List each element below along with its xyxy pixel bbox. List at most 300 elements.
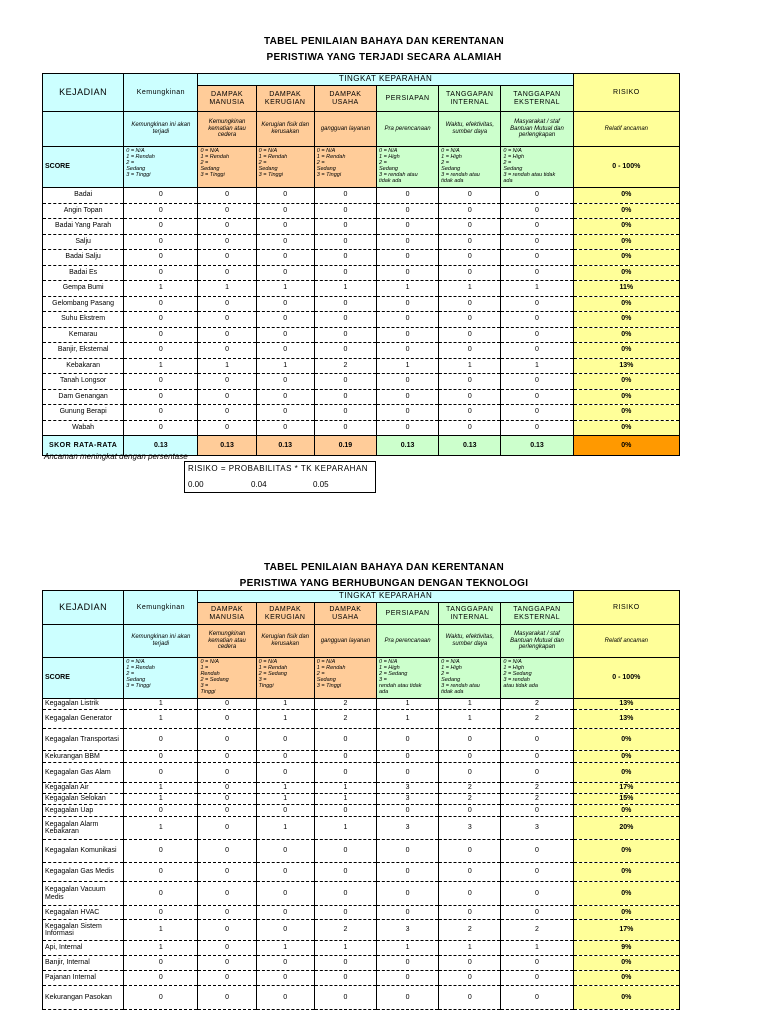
row-risk: 0% xyxy=(573,219,679,235)
row-risk: 0% xyxy=(573,956,679,971)
row-value: 0 xyxy=(501,312,573,328)
row-name: Suhu Ekstrem xyxy=(43,312,124,328)
table-row xyxy=(43,783,680,794)
row-value: 0 xyxy=(501,296,573,312)
row-value: 0 xyxy=(439,763,501,783)
row-name: Kegagalan Transportasi xyxy=(43,729,124,751)
row-value: 0 xyxy=(124,729,198,751)
sub-dampak-kerugian: Kerugian fisik dan kerusakan xyxy=(256,625,314,658)
row-value: 0 xyxy=(376,840,438,863)
row-value: 2 xyxy=(501,699,573,710)
row-value: 0 xyxy=(256,312,314,328)
row-value: 0 xyxy=(439,374,501,390)
row-value: 0 xyxy=(256,219,314,235)
row-value: 1 xyxy=(314,794,376,805)
sub-tanggapan-internal: Waktu, efektivitas, sumber daya xyxy=(439,625,501,658)
row-value: 0 xyxy=(501,250,573,266)
row-value: 0 xyxy=(198,783,256,794)
row-value: 1 xyxy=(124,281,198,297)
row-value: 0 xyxy=(314,234,376,250)
row-risk: 9% xyxy=(573,941,679,956)
row-value: 0 xyxy=(124,405,198,421)
row-value: 2 xyxy=(501,794,573,805)
row-value: 1 xyxy=(376,699,438,710)
row-value: 1 xyxy=(198,281,256,297)
header-persiapan: PERSIAPAN xyxy=(376,603,438,625)
table-row xyxy=(43,805,680,817)
score-dampak-manusia: 0 = N/A 1 = Rendah 2 = Sedang 3 = Tinggi xyxy=(198,658,256,699)
table-row xyxy=(43,296,680,312)
row-name: Kegagalan Gas Medis xyxy=(43,863,124,882)
row-value: 0 xyxy=(376,343,438,359)
row-value: 0 xyxy=(256,840,314,863)
row-risk: 0% xyxy=(573,234,679,250)
table1-title-line1: TABEL PENILAIAN BAHAYA DAN KERENTANAN xyxy=(263,36,504,47)
row-name: Pajanan Internal xyxy=(43,971,124,986)
row-value: 0 xyxy=(198,312,256,328)
row-value: 0 xyxy=(501,729,573,751)
row-value: 0 xyxy=(314,374,376,390)
score-kemungkinan: 0 = N/A 1 = Rendah 2 = Sedang 3 = Tinggi xyxy=(124,658,198,699)
row-risk: 0% xyxy=(573,763,679,783)
header-tanggapan-eksternal: TANGGAPAN EKSTERNAL xyxy=(501,86,573,112)
row-value: 0 xyxy=(501,265,573,281)
row-value: 0 xyxy=(256,250,314,266)
table-row xyxy=(43,956,680,971)
row-value: 0 xyxy=(198,971,256,986)
row-value: 1 xyxy=(439,699,501,710)
row-value: 0 xyxy=(314,971,376,986)
table-row xyxy=(43,203,680,219)
row-value: 0 xyxy=(198,956,256,971)
score-tanggapan-internal: 0 = N/A 1 = High 2 = Sedang 3 = rendah atau tidak ada xyxy=(439,147,501,188)
row-name: Kegagalan Selokan xyxy=(43,794,124,805)
row-name: Kebakaran xyxy=(43,358,124,374)
risk-formula: RISIKO = PROBABILITAS * TK KEPARAHAN xyxy=(188,464,369,473)
row-name: Gempa Bumi xyxy=(43,281,124,297)
table1-title-line2: PERISTIWA YANG TERJADI SECARA ALAMIAH xyxy=(266,52,502,63)
row-value: 0 xyxy=(256,882,314,906)
score-tanggapan-internal: 0 = N/A 1 = High 2 = Sedang 3 = rendah atau tidak ada xyxy=(439,658,501,699)
row-value: 1 xyxy=(198,358,256,374)
row-value: 0 xyxy=(124,840,198,863)
header-dampak-usaha: DAMPAK USAHA xyxy=(314,603,376,625)
row-value: 0 xyxy=(256,986,314,1010)
average-value: 0.13 xyxy=(376,436,438,456)
row-value: 0 xyxy=(124,906,198,920)
table-row xyxy=(43,405,680,421)
header-kejadian: KEJADIAN xyxy=(43,591,124,625)
row-value: 0 xyxy=(314,389,376,405)
row-value: 1 xyxy=(256,710,314,729)
row-value: 0 xyxy=(124,882,198,906)
row-risk: 17% xyxy=(573,783,679,794)
row-name: Tanah Longsor xyxy=(43,374,124,390)
row-value: 0 xyxy=(501,188,573,204)
row-value: 0 xyxy=(376,971,438,986)
row-value: 0 xyxy=(256,265,314,281)
row-value: 0 xyxy=(439,343,501,359)
row-value: 0 xyxy=(256,203,314,219)
row-value: 0 xyxy=(439,729,501,751)
row-name: Badai xyxy=(43,188,124,204)
row-value: 0 xyxy=(439,956,501,971)
row-name: Gunung Berapi xyxy=(43,405,124,421)
table-row xyxy=(43,281,680,297)
sub-persiapan: Pra perencanaan xyxy=(376,112,438,147)
sub-dampak-manusia: Kemungkinan kematian atau cedera xyxy=(198,625,256,658)
row-value: 0 xyxy=(256,327,314,343)
row-value: 0 xyxy=(256,729,314,751)
row-value: 0 xyxy=(124,956,198,971)
row-value: 0 xyxy=(198,296,256,312)
row-value: 1 xyxy=(376,710,438,729)
row-value: 0 xyxy=(376,405,438,421)
row-value: 0 xyxy=(314,312,376,328)
row-value: 0 xyxy=(314,729,376,751)
row-risk: 15% xyxy=(573,794,679,805)
row-value: 0 xyxy=(501,805,573,817)
row-value: 0 xyxy=(314,840,376,863)
row-value: 0 xyxy=(439,265,501,281)
row-risk: 0% xyxy=(573,906,679,920)
row-value: 0 xyxy=(314,188,376,204)
row-value: 0 xyxy=(439,863,501,882)
score-dampak-usaha: 0 = N/A 1 = Rendah 2 = Sedang 3 = Tinggi xyxy=(314,147,376,188)
header-tingkat-keparahan: TINGKAT KEPARAHAN xyxy=(198,591,573,603)
row-value: 2 xyxy=(501,920,573,941)
table-row xyxy=(43,312,680,328)
row-value: 0 xyxy=(501,420,573,436)
table-row xyxy=(43,840,680,863)
row-value: 1 xyxy=(314,817,376,840)
row-value: 0 xyxy=(376,234,438,250)
row-value: 0 xyxy=(376,312,438,328)
row-value: 0 xyxy=(501,906,573,920)
row-risk: 0% xyxy=(573,312,679,328)
row-value: 0 xyxy=(198,920,256,941)
row-value: 0 xyxy=(124,343,198,359)
row-value: 0 xyxy=(314,751,376,763)
table2-title-line1: TABEL PENILAIAN BAHAYA DAN KERENTANAN xyxy=(263,562,504,573)
table-row xyxy=(43,882,680,906)
row-value: 2 xyxy=(501,710,573,729)
row-value: 0 xyxy=(124,327,198,343)
row-value: 0 xyxy=(124,312,198,328)
sub-dampak-manusia: Kemungkinan kematian atau cedera xyxy=(198,112,256,147)
table-row xyxy=(43,358,680,374)
row-risk: 0% xyxy=(573,840,679,863)
row-value: 0 xyxy=(198,882,256,906)
row-value: 0 xyxy=(501,986,573,1010)
row-value: 0 xyxy=(198,710,256,729)
row-value: 0 xyxy=(124,389,198,405)
row-value: 0 xyxy=(198,374,256,390)
score-dampak-manusia: 0 = N/A 1 = Rendah 2 = Sedang 3 = Tinggi xyxy=(198,147,256,188)
row-value: 0 xyxy=(124,420,198,436)
row-value: 0 xyxy=(256,863,314,882)
row-value: 1 xyxy=(124,358,198,374)
table-row xyxy=(43,343,680,359)
row-value: 0 xyxy=(376,389,438,405)
table-row xyxy=(43,420,680,436)
row-value: 0 xyxy=(376,219,438,235)
row-value: 0 xyxy=(314,203,376,219)
row-name: Kekurangan Pasokan xyxy=(43,986,124,1010)
row-value: 1 xyxy=(314,281,376,297)
row-value: 0 xyxy=(376,906,438,920)
row-name: Kegagalan Vacuum Medis xyxy=(43,882,124,906)
row-value: 0 xyxy=(439,906,501,920)
row-name: Kegagalan Sistem Informasi xyxy=(43,920,124,941)
row-value: 0 xyxy=(314,906,376,920)
row-value: 0 xyxy=(501,327,573,343)
row-value: 1 xyxy=(256,699,314,710)
row-value: 0 xyxy=(501,882,573,906)
row-value: 3 xyxy=(376,794,438,805)
row-value: 1 xyxy=(314,941,376,956)
row-value: 1 xyxy=(314,783,376,794)
row-value: 0 xyxy=(376,751,438,763)
score-kemungkinan: 0 = N/A 1 = Rendah 2 = Sedang 3 = Tinggi xyxy=(124,147,198,188)
header-dampak-manusia: DAMPAK MANUSIA xyxy=(198,603,256,625)
table-row xyxy=(43,863,680,882)
formula-value-b: 0.04 xyxy=(251,480,267,489)
row-name: Kegagalan Komunikasi xyxy=(43,840,124,863)
row-value: 0 xyxy=(256,906,314,920)
row-value: 0 xyxy=(198,941,256,956)
sub-tanggapan-eksternal: Masyarakat / staf Bantuan Mutual dan perlengkapan xyxy=(501,112,573,147)
row-value: 0 xyxy=(256,763,314,783)
table-row xyxy=(43,763,680,783)
header-dampak-kerugian: DAMPAK KERUGIAN xyxy=(256,86,314,112)
row-value: 0 xyxy=(439,389,501,405)
sub-dampak-usaha: gangguan layanan xyxy=(314,112,376,147)
row-value: 0 xyxy=(314,296,376,312)
score-persiapan: 0 = N/A 1 = High 2 = Sedang 3 = rendah atau tidak ada xyxy=(376,658,438,699)
row-value: 1 xyxy=(256,794,314,805)
table-row xyxy=(43,699,680,710)
row-value: 1 xyxy=(124,710,198,729)
row-value: 3 xyxy=(376,783,438,794)
row-value: 0 xyxy=(314,420,376,436)
row-value: 0 xyxy=(439,840,501,863)
row-value: 0 xyxy=(256,751,314,763)
row-value: 0 xyxy=(501,405,573,421)
row-value: 0 xyxy=(376,986,438,1010)
row-value: 2 xyxy=(439,794,501,805)
header-persiapan: PERSIAPAN xyxy=(376,86,438,112)
average-value: 0.13 xyxy=(256,436,314,456)
row-value: 0 xyxy=(314,265,376,281)
row-name: Kegagalan HVAC xyxy=(43,906,124,920)
row-value: 0 xyxy=(314,327,376,343)
sub-risiko: Relatif ancaman xyxy=(573,625,679,658)
row-value: 0 xyxy=(376,763,438,783)
row-value: 0 xyxy=(314,882,376,906)
row-value: 0 xyxy=(439,296,501,312)
row-name: Kegagalan Listrik xyxy=(43,699,124,710)
row-value: 0 xyxy=(198,986,256,1010)
score-tanggapan-eksternal: 0 = N/A 1 = High 2 = Sedang 3 = rendah atau tidak ada xyxy=(501,658,573,699)
row-value: 0 xyxy=(439,234,501,250)
row-value: 0 xyxy=(439,882,501,906)
row-value: 0 xyxy=(501,751,573,763)
row-risk: 13% xyxy=(573,358,679,374)
table-row xyxy=(43,389,680,405)
row-value: 0 xyxy=(439,312,501,328)
row-value: 0 xyxy=(439,203,501,219)
row-name: Badai Salju xyxy=(43,250,124,266)
header-tanggapan-eksternal: TANGGAPAN EKSTERNAL xyxy=(501,603,573,625)
table-row xyxy=(43,751,680,763)
score-risiko: 0 - 100% xyxy=(573,658,679,699)
row-value: 0 xyxy=(124,250,198,266)
table-row xyxy=(43,941,680,956)
row-value: 0 xyxy=(439,805,501,817)
row-value: 0 xyxy=(198,327,256,343)
row-value: 1 xyxy=(439,281,501,297)
row-value: 1 xyxy=(501,941,573,956)
table-row xyxy=(43,920,680,941)
row-value: 0 xyxy=(501,763,573,783)
header-dampak-usaha: DAMPAK USAHA xyxy=(314,86,376,112)
row-value: 0 xyxy=(376,420,438,436)
row-value: 0 xyxy=(314,405,376,421)
row-value: 2 xyxy=(439,920,501,941)
header-risiko: RISIKO xyxy=(573,74,679,112)
row-name: Kegagalan Uap xyxy=(43,805,124,817)
sub-kemungkinan: Kemungkinan ini akan terjadi xyxy=(124,625,198,658)
score-label: SCORE xyxy=(43,658,124,699)
row-value: 0 xyxy=(376,882,438,906)
average-risk: 0% xyxy=(573,436,679,456)
row-value: 0 xyxy=(256,234,314,250)
header-dampak-kerugian: DAMPAK KERUGIAN xyxy=(256,603,314,625)
row-name: Banjir, Internal xyxy=(43,956,124,971)
row-value: 1 xyxy=(376,941,438,956)
row-value: 0 xyxy=(256,374,314,390)
table-row xyxy=(43,817,680,840)
row-risk: 0% xyxy=(573,971,679,986)
row-value: 0 xyxy=(124,203,198,219)
row-value: 1 xyxy=(376,358,438,374)
table-row xyxy=(43,219,680,235)
row-value: 0 xyxy=(314,805,376,817)
row-value: 2 xyxy=(314,699,376,710)
row-value: 1 xyxy=(124,783,198,794)
sub-tanggapan-internal: Waktu, efektivitas, sumber daya xyxy=(439,112,501,147)
row-value: 0 xyxy=(439,405,501,421)
row-value: 0 xyxy=(439,420,501,436)
row-name: Kegagalan Alarm Kebakaran xyxy=(43,817,124,840)
header-dampak-manusia: DAMPAK MANUSIA xyxy=(198,86,256,112)
row-value: 0 xyxy=(124,805,198,817)
row-value: 1 xyxy=(124,794,198,805)
row-value: 0 xyxy=(256,971,314,986)
table-row xyxy=(43,710,680,729)
row-value: 0 xyxy=(198,188,256,204)
sub-kemungkinan: Kemungkinan ini akan terjadi xyxy=(124,112,198,147)
row-value: 0 xyxy=(198,203,256,219)
row-name: Badai Yang Parah xyxy=(43,219,124,235)
row-value: 0 xyxy=(198,343,256,359)
table-row xyxy=(43,794,680,805)
row-value: 2 xyxy=(314,920,376,941)
row-value: 1 xyxy=(256,281,314,297)
risk-formula-box xyxy=(184,461,376,493)
row-value: 0 xyxy=(256,920,314,941)
row-value: 0 xyxy=(501,863,573,882)
row-risk: 0% xyxy=(573,296,679,312)
row-risk: 0% xyxy=(573,389,679,405)
row-value: 0 xyxy=(198,405,256,421)
row-name: Dam Genangan xyxy=(43,389,124,405)
row-value: 0 xyxy=(501,840,573,863)
row-value: 0 xyxy=(256,296,314,312)
row-value: 0 xyxy=(124,296,198,312)
threat-note: Ancaman meningkat dengan persentase xyxy=(44,452,188,461)
row-value: 0 xyxy=(314,250,376,266)
row-value: 0 xyxy=(501,343,573,359)
row-value: 0 xyxy=(439,986,501,1010)
row-value: 0 xyxy=(501,219,573,235)
row-value: 0 xyxy=(439,751,501,763)
header-tingkat-keparahan: TINGKAT KEPARAHAN xyxy=(198,74,573,86)
row-value: 0 xyxy=(198,250,256,266)
row-value: 0 xyxy=(198,906,256,920)
row-risk: 13% xyxy=(573,710,679,729)
row-value: 0 xyxy=(314,219,376,235)
row-risk: 0% xyxy=(573,405,679,421)
row-value: 0 xyxy=(501,374,573,390)
row-value: 2 xyxy=(314,710,376,729)
table-row xyxy=(43,986,680,1010)
row-value: 0 xyxy=(314,956,376,971)
row-risk: 0% xyxy=(573,863,679,882)
row-value: 0 xyxy=(124,219,198,235)
row-value: 0 xyxy=(124,188,198,204)
row-value: 0 xyxy=(198,805,256,817)
row-risk: 20% xyxy=(573,817,679,840)
row-value: 0 xyxy=(198,763,256,783)
row-value: 1 xyxy=(501,281,573,297)
row-value: 0 xyxy=(376,327,438,343)
table-row xyxy=(43,906,680,920)
row-value: 0 xyxy=(376,374,438,390)
score-dampak-kerugian: 0 = N/A 1 = Rendah 2 = Sedang 3 = Tinggi xyxy=(256,147,314,188)
average-value: 0.13 xyxy=(124,436,198,456)
row-value: 0 xyxy=(124,971,198,986)
row-value: 1 xyxy=(124,699,198,710)
row-risk: 0% xyxy=(573,420,679,436)
row-value: 0 xyxy=(256,805,314,817)
row-value: 1 xyxy=(124,941,198,956)
row-name: Kegagalan Gas Alam xyxy=(43,763,124,783)
score-persiapan: 0 = N/A 1 = High 2 = Sedang 3 = rendah atau tidak ada xyxy=(376,147,438,188)
row-value: 1 xyxy=(439,358,501,374)
row-value: 0 xyxy=(198,729,256,751)
average-label: SKOR RATA-RATA xyxy=(43,436,124,456)
row-value: 0 xyxy=(256,389,314,405)
sub-kejadian-blank xyxy=(43,625,124,658)
row-value: 0 xyxy=(501,203,573,219)
row-value: 0 xyxy=(376,805,438,817)
row-value: 0 xyxy=(124,763,198,783)
score-dampak-usaha: 0 = N/A 1 = Rendah 2 = Sedang 3 = Tinggi xyxy=(314,658,376,699)
row-value: 0 xyxy=(439,188,501,204)
row-value: 0 xyxy=(124,234,198,250)
